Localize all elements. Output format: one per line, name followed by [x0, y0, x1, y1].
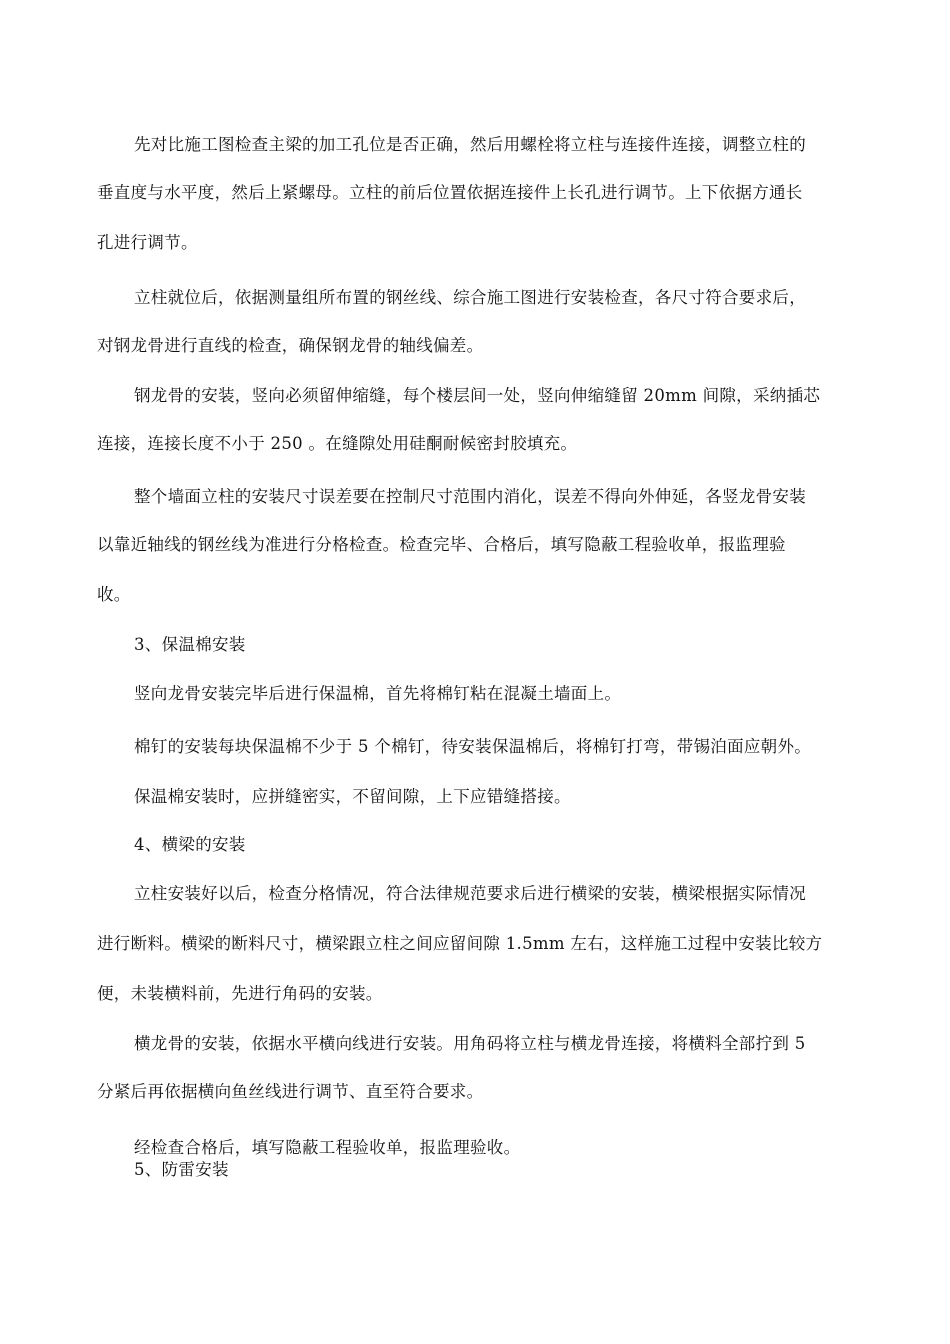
- paragraph-1-line-1: 先对比施工图检查主梁的加工孔位是否正确，然后用螺栓将立柱与连接件连接，调整立柱的: [134, 135, 806, 154]
- paragraph-2-line-2: 对钢龙骨进行直线的检查，确保钢龙骨的轴线偏差。: [97, 336, 484, 355]
- section-heading-3: 3、保温棉安装: [134, 635, 246, 654]
- paragraph-8-line-1: 立柱安装好以后，检查分格情况，符合法律规范要求后进行横梁的安装，横梁根据实际情况: [134, 884, 806, 903]
- paragraph-1-line-3: 孔进行调节。: [97, 233, 198, 252]
- paragraph-5: 竖向龙骨安装完毕后进行保温棉，首先将棉钉粘在混凝土墙面上。: [134, 684, 622, 703]
- paragraph-8-line-2: 进行断料。横梁的断料尺寸，横梁跟立柱之间应留间隙 1.5mm 左右，这样施工过程中安装比较方: [97, 934, 823, 953]
- paragraph-2-line-1: 立柱就位后，依据测量组所布置的钢丝线、综合施工图进行安装检查，各尺寸符合要求后，: [134, 288, 806, 307]
- paragraph-10: 经检查合格后，填写隐蔽工程验收单，报监理验收。: [134, 1138, 521, 1157]
- paragraph-9-line-1: 横龙骨的安装，依据水平横向线进行安装。用角码将立柱与横龙骨连接，将横料全部拧到 5: [134, 1034, 806, 1053]
- paragraph-9-line-2: 分紧后再依据横向鱼丝线进行调节、直至符合要求。: [97, 1082, 484, 1101]
- paragraph-1-line-2: 垂直度与水平度，然后上紧螺母。立柱的前后位置依据连接件上长孔进行调节。上下依据方通长: [97, 183, 803, 202]
- section-heading-5: 5、防雷安装: [134, 1160, 229, 1179]
- paragraph-4-line-1: 整个墙面立柱的安装尺寸误差要在控制尺寸范围内消化，误差不得向外伸延，各竖龙骨安装: [134, 487, 806, 506]
- paragraph-3-line-2: 连接，连接长度不小于 250 。在缝隙处用硅酮耐候密封胶填充。: [97, 434, 578, 453]
- paragraph-6: 棉钉的安装每块保温棉不少于 5 个棉钉，待安装保温棉后，将棉钉打弯，带锡泊面应朝外。: [134, 737, 812, 756]
- paragraph-3-line-1: 钢龙骨的安装，竖向必须留伸缩缝，每个楼层间一处，竖向伸缩缝留 20mm 间隙，采纳插芯: [134, 386, 821, 405]
- paragraph-4-line-3: 收。: [97, 585, 131, 604]
- paragraph-7: 保温棉安装时，应拼缝密实，不留间隙，上下应错缝搭接。: [134, 787, 571, 806]
- paragraph-8-line-3: 便，未装横料前，先进行角码的安装。: [97, 984, 383, 1003]
- paragraph-4-line-2: 以靠近轴线的钢丝线为准进行分格检查。检查完毕、合格后，填写隐蔽工程验收单，报监理验: [97, 535, 786, 554]
- section-heading-4: 4、横梁的安装: [134, 835, 246, 854]
